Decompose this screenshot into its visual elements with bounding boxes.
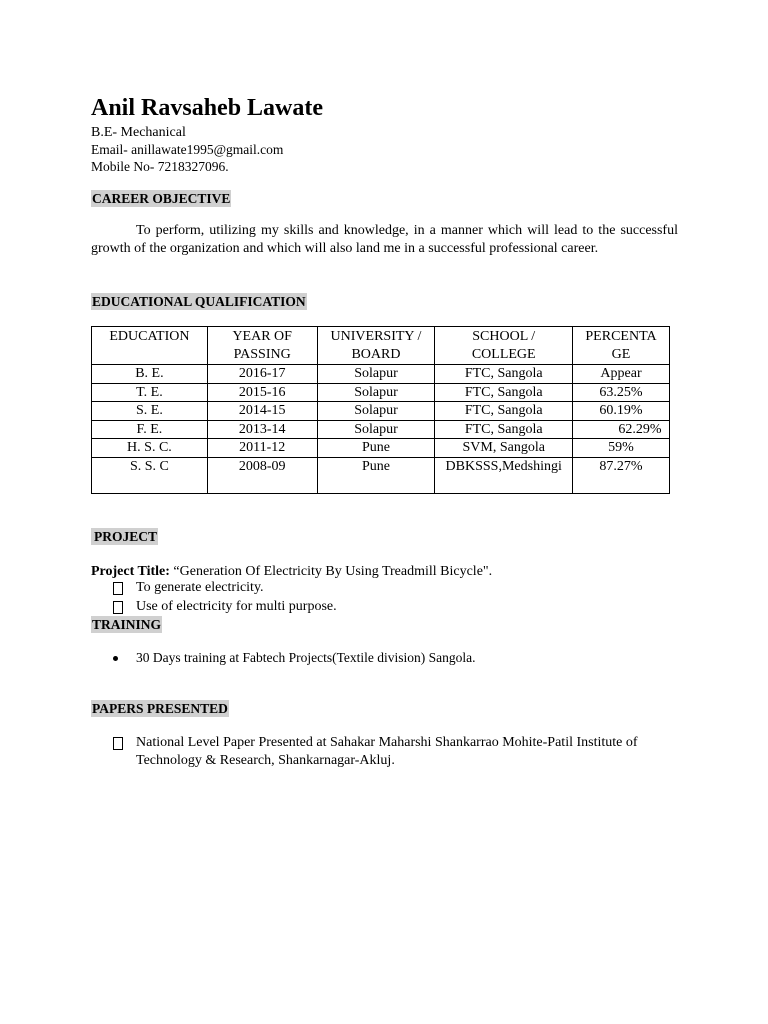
table-cell: S. E.	[92, 402, 208, 421]
table-header-row	[92, 327, 670, 365]
table-row	[92, 457, 670, 493]
table-cell: F. E.	[92, 420, 208, 439]
table-cell: 2013-14	[207, 420, 317, 439]
table-row	[92, 402, 670, 421]
list-item: National Level Paper Presented at Sahakar Maharshi Shankarrao Mohite-Patil Institute of Technology & Research, Shankarnagar-Akluj.	[91, 734, 681, 774]
table-row	[92, 439, 670, 458]
table-cell: H. S. C.	[92, 439, 208, 458]
project-title-label: Project Title:	[91, 564, 170, 579]
table-cell: 2011-12	[207, 439, 317, 458]
table-cell: FTC, Sangola	[435, 365, 573, 384]
box-bullet-icon	[113, 737, 123, 750]
column-header: UNIVERSITY / BOARD	[317, 327, 435, 365]
candidate-name: Anil Ravsaheb Lawate	[91, 95, 324, 121]
table-cell: 87.27%	[573, 457, 670, 493]
table-cell: 62.29%	[573, 420, 670, 439]
table-cell: T. E.	[92, 383, 208, 402]
project-title-value: “Generation Of Electricity By Using Treadmill Bicycle".	[173, 564, 493, 579]
degree: B.E- Mechanical	[91, 125, 186, 140]
table-cell: 2008-09	[207, 457, 317, 493]
papers-heading: PAPERS PRESENTED	[92, 701, 228, 716]
table-row	[92, 420, 670, 439]
table-cell: 2015-16	[207, 383, 317, 402]
table-cell: Solapur	[317, 383, 435, 402]
table-cell: DBKSSS,Medshingi	[435, 457, 573, 493]
table-cell: Solapur	[317, 365, 435, 384]
table-cell: Pune	[317, 457, 435, 493]
table-cell: 2016-17	[207, 365, 317, 384]
column-header: EDUCATION	[92, 327, 208, 365]
column-header: YEAR OF PASSING	[207, 327, 317, 365]
career-objective-text: To perform, utilizing my skills and knowledge, in a manner which will lead to the successful growth of the organization and which will also land me in a successful professional career.	[91, 223, 678, 256]
table-cell: SVM, Sangola	[435, 439, 573, 458]
table-row	[92, 383, 670, 402]
dot-bullet-icon	[113, 656, 118, 661]
table-cell: S. S. C	[92, 457, 208, 493]
table-cell: FTC, Sangola	[435, 383, 573, 402]
table-cell: Solapur	[317, 402, 435, 421]
training-heading: TRAINING	[92, 617, 162, 632]
table-cell: B. E.	[92, 365, 208, 384]
table-cell: 60.19%	[573, 402, 670, 421]
project-title	[91, 563, 492, 580]
table-cell: FTC, Sangola	[435, 402, 573, 421]
column-header: PERCENTA GE	[573, 327, 670, 365]
career-objective-heading: CAREER OBJECTIVE	[92, 191, 231, 206]
box-bullet-icon	[113, 582, 123, 595]
mobile: Mobile No- 7218327096.	[91, 159, 229, 174]
table-cell: Pune	[317, 439, 435, 458]
table-cell: FTC, Sangola	[435, 420, 573, 439]
table-cell: Solapur	[317, 420, 435, 439]
table-row	[92, 365, 670, 384]
table-cell: Appear	[573, 365, 670, 384]
column-header: SCHOOL / COLLEGE	[435, 327, 573, 365]
project-heading: PROJECT	[91, 528, 158, 545]
table-cell: 59%	[573, 439, 670, 458]
education-heading: EDUCATIONAL QUALIFICATION	[92, 294, 306, 309]
table-cell: 2014-15	[207, 402, 317, 421]
email: Email- anillawate1995@gmail.com	[91, 142, 284, 157]
table-cell: 63.25%	[573, 383, 670, 402]
box-bullet-icon	[113, 601, 123, 614]
education-table	[91, 326, 670, 494]
